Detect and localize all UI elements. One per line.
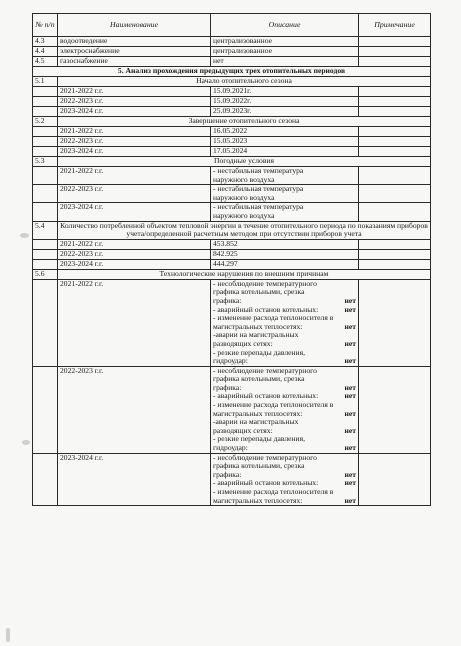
section-title-row bbox=[33, 67, 431, 77]
table-row bbox=[33, 87, 431, 97]
period-label: 2023-2024 г.г. bbox=[58, 453, 211, 506]
period-label: 2022-2023 г.г. bbox=[58, 97, 211, 107]
document-page bbox=[32, 13, 430, 506]
period-value: 16.05.2022 bbox=[211, 127, 359, 137]
table-row bbox=[33, 127, 431, 137]
period-label: 2021-2022 г.г. bbox=[58, 87, 211, 97]
period-label: 2021-2022 г.г. bbox=[58, 279, 211, 366]
subsection-num: 5.4 bbox=[33, 221, 58, 239]
period-value: 444.297 bbox=[211, 259, 359, 269]
row-note bbox=[359, 37, 431, 47]
row-name: водоотведение bbox=[58, 37, 211, 47]
row-num: 4.4 bbox=[33, 47, 58, 57]
table-row bbox=[33, 37, 431, 47]
row-note bbox=[359, 47, 431, 57]
subsection-row bbox=[33, 157, 431, 167]
table-row bbox=[33, 47, 431, 57]
table-row bbox=[33, 97, 431, 107]
period-label: 2023-2024 г.г. bbox=[58, 259, 211, 269]
table-row bbox=[33, 259, 431, 269]
table-row bbox=[33, 203, 431, 221]
period-label: 2021-2022 г.г. bbox=[58, 167, 211, 185]
row-name: газоснабжение bbox=[58, 57, 211, 67]
row-desc: централизованное bbox=[211, 47, 359, 57]
row-note bbox=[359, 57, 431, 67]
subsection-row bbox=[33, 77, 431, 87]
period-label: 2022-2023 г.г. bbox=[58, 137, 211, 147]
period-label: 2023-2024 г.г. bbox=[58, 203, 211, 221]
heating-analysis-table bbox=[32, 13, 431, 506]
table-row bbox=[33, 366, 431, 453]
subsection-row bbox=[33, 269, 431, 279]
period-value: 15.05.2023 bbox=[211, 137, 359, 147]
period-value: 842.925 bbox=[211, 249, 359, 259]
table-row bbox=[33, 167, 431, 185]
subsection-num: 5.3 bbox=[33, 157, 58, 167]
row-desc: нет bbox=[211, 57, 359, 67]
header-row bbox=[33, 14, 431, 37]
subsection-title: Начало отопительного сезона bbox=[58, 77, 431, 87]
period-value: 453.852 bbox=[211, 239, 359, 249]
subsection-title: Технологические нарушения по внешним причинам bbox=[58, 269, 431, 279]
table-row bbox=[33, 453, 431, 506]
period-value: - нестабильная температура наружного воздуха bbox=[211, 185, 359, 203]
period-label: 2022-2023 г.г. bbox=[58, 185, 211, 203]
table-row bbox=[33, 249, 431, 259]
scan-mark bbox=[6, 628, 10, 642]
subsection-title: Количество потребленной объектом тепловой энергии в течение отопительного периода по показаниям приборов учета/определенной расчетным методом при отсутствии приборов учета bbox=[58, 221, 431, 239]
violations-list: - несоблюдение температурного графика котельными, срезка графика: нет - аварийный останов котельных: нет - изменение расхода теплоносителя в магистральных теплосетях: нет -аварии на магистральных разводящих сетях: нет - резкие перепады давления, гидроудар: нет bbox=[211, 279, 359, 366]
subsection-title: Погодные условия bbox=[58, 157, 431, 167]
period-label: 2021-2022 г.г. bbox=[58, 239, 211, 249]
table-row bbox=[33, 239, 431, 249]
subsection-num: 5.2 bbox=[33, 117, 58, 127]
subsection-num: 5.1 bbox=[33, 77, 58, 87]
table-row bbox=[33, 137, 431, 147]
period-value: - нестабильная температура наружного воздуха bbox=[211, 167, 359, 185]
row-num: 4.5 bbox=[33, 57, 58, 67]
row-desc: централизованное bbox=[211, 37, 359, 47]
header-name: Наименование bbox=[58, 14, 211, 37]
period-label: 2022-2023 г.г. bbox=[58, 366, 211, 453]
period-value: 25.09.2023г. bbox=[211, 107, 359, 117]
violations-list: - несоблюдение температурного графика котельными, срезка графика: нет - аварийный останов котельных: нет - изменение расхода теплоносителя в магистральных теплосетях: нет -аварии на магистральных разводящих сетях: нет - резкие перепады давления, гидроудар: нет bbox=[211, 366, 359, 453]
period-label: 2022-2023 г.г. bbox=[58, 249, 211, 259]
table-row bbox=[33, 147, 431, 157]
subsection-title: Завершение отопительного сезона bbox=[58, 117, 431, 127]
table-row bbox=[33, 185, 431, 203]
table-row bbox=[33, 57, 431, 67]
period-value: 15.09.2022г. bbox=[211, 97, 359, 107]
header-note: Примечание bbox=[359, 14, 431, 37]
period-label: 2023-2024 г.г. bbox=[58, 147, 211, 157]
table-row bbox=[33, 279, 431, 366]
scan-mark bbox=[20, 233, 29, 238]
period-label: 2023-2024 г.г. bbox=[58, 107, 211, 117]
row-name: электроснабжение bbox=[58, 47, 211, 57]
violations-list: - несоблюдение температурного графика котельными, срезка графика: нет - аварийный останов котельных: нет - изменение расхода теплоносителя в магистральных теплосетях: нет bbox=[211, 453, 359, 506]
table-row bbox=[33, 107, 431, 117]
subsection-num: 5.6 bbox=[33, 269, 58, 279]
header-desc: Описание bbox=[211, 14, 359, 37]
header-num: № п/п bbox=[33, 14, 58, 37]
period-label: 2021-2022 г.г. bbox=[58, 127, 211, 137]
period-value: - нестабильная температура наружного воздуха bbox=[211, 203, 359, 221]
row-num: 4.3 bbox=[33, 37, 58, 47]
subsection-row bbox=[33, 221, 431, 239]
period-value: 17.05.2024 bbox=[211, 147, 359, 157]
scan-mark bbox=[22, 440, 30, 445]
period-value: 15.09.2021г. bbox=[211, 87, 359, 97]
subsection-row bbox=[33, 117, 431, 127]
section-title: 5. Анализ прохождения предыдущих трех отопительных периодов bbox=[33, 67, 431, 77]
